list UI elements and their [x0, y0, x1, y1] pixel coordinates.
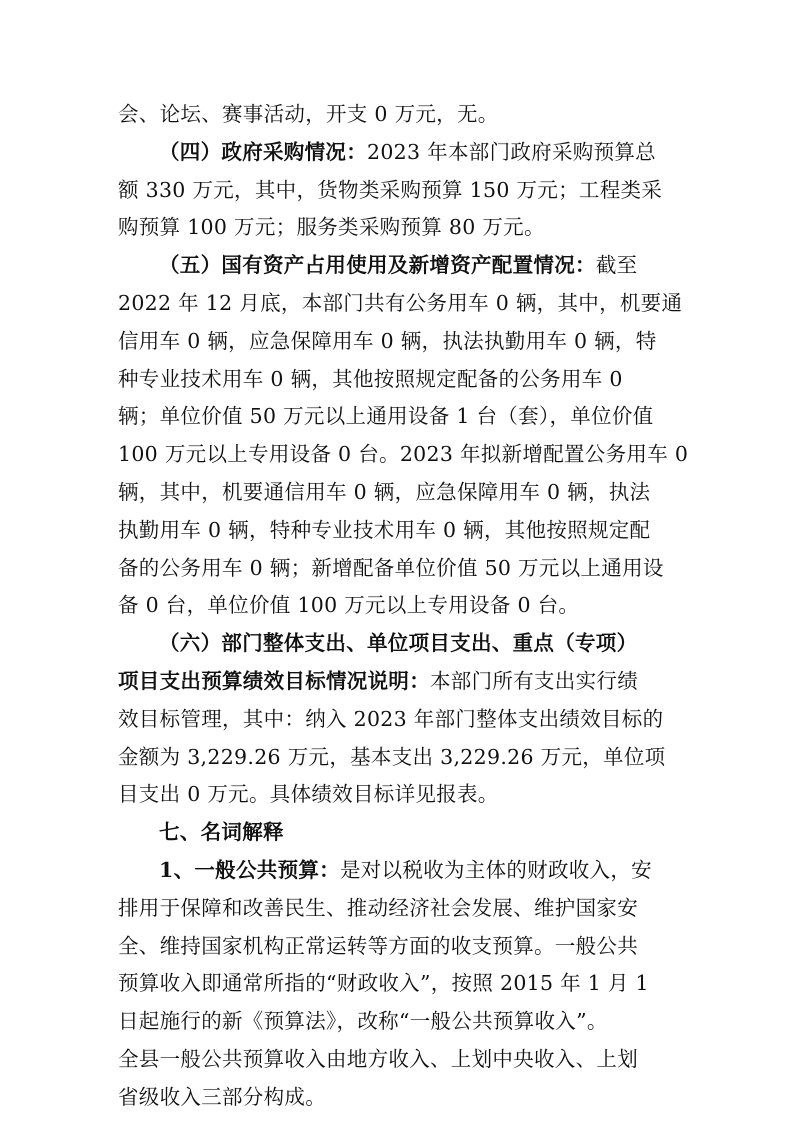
text-line [118, 1041, 678, 1079]
text-line [118, 247, 678, 285]
body-text: 效目标管理，其中：纳入 2023 年部门整体支出绩效目标的 [118, 706, 664, 731]
body-text: 排用于保障和改善民生、推动经济社会发展、维护国家安 [118, 895, 638, 920]
text-line [118, 436, 689, 474]
text-line [118, 587, 678, 625]
paragraph-p5 [118, 852, 678, 1117]
body-text: 种专业技术用车 0 辆，其他按照规定配备的公务用车 0 [118, 366, 623, 391]
body-text: 全县一般公共预算收入由地方收入、上划中央收入、上划 [118, 1046, 638, 1071]
body-text: 辆，其中，机要通信用车 0 辆，应急保障用车 0 辆，执法 [118, 479, 651, 504]
text-line [118, 209, 678, 247]
body-text: 本部门所有支出实行绩 [430, 668, 638, 693]
text-line [118, 361, 678, 399]
heading-text: 七、名词解释 [159, 820, 284, 845]
body-text: 额 330 万元，其中，货物类采购预算 150 万元；工程类采 [118, 177, 663, 202]
body-text: 是对以税收为主体的财政收入，安 [339, 857, 652, 882]
text-line [118, 928, 678, 966]
body-text: 日起施行的新《预算法》，改称“一般公共预算收入”。 [118, 1009, 608, 1034]
body-text: 会、论坛、赛事活动，开支 0 万元，无。 [118, 102, 499, 126]
body-text: 2023 年本部门政府采购预算总 [367, 139, 656, 164]
paragraph-p1 [118, 134, 678, 247]
body-text: 备 0 台，单位价值 100 万元以上专用设备 0 台。 [118, 593, 580, 618]
heading-text: 1、一般公共预算： [159, 857, 340, 882]
text-line [118, 285, 683, 323]
text-line [118, 398, 678, 436]
text-line [118, 1003, 678, 1041]
text-line [118, 512, 678, 550]
body-text: 预算收入即通常所指的“财政收入”，按照 2015 年 1 月 1 [118, 971, 649, 996]
text-line [118, 890, 678, 928]
text-line [118, 172, 678, 210]
text-line [118, 134, 678, 172]
text-line [118, 550, 678, 588]
paragraph-p0 [118, 96, 678, 134]
text-line [118, 701, 678, 739]
text-line [118, 474, 678, 512]
body-text: 省级收入三部分构成。 [118, 1084, 326, 1109]
paragraph-p3 [118, 625, 678, 814]
body-text: 金额为 3,229.26 万元，基本支出 3,229.26 万元，单位项 [118, 744, 666, 769]
body-text: 2022 年 12 月底，本部门共有公务用车 0 辆，其中，机要通 [118, 290, 683, 315]
heading-text: （六）部门整体支出、单位项目支出、重点（专项） [159, 631, 638, 656]
text-line [118, 776, 678, 814]
heading-text: （五）国有资产占用使用及新增资产配置情况： [159, 253, 596, 278]
text-line [118, 96, 678, 134]
paragraph-p2 [118, 247, 689, 625]
body-text: 备的公务用车 0 辆；新增配备单位价值 50 万元以上通用设 [118, 555, 664, 580]
body-text: 购预算 100 万元；服务类采购预算 80 万元。 [118, 215, 545, 240]
body-text: 信用车 0 辆，应急保障用车 0 辆，执法执勤用车 0 辆，特 [118, 328, 657, 353]
text-line [118, 323, 678, 361]
heading-text: 项目支出预算绩效目标情况说明： [118, 668, 430, 693]
text-line [118, 625, 678, 663]
body-text: 辆；单位价值 50 万元以上通用设备 1 台（套），单位价值 [118, 404, 654, 429]
body-text: 截至 [595, 253, 638, 278]
text-line [118, 965, 678, 1003]
body-text: 100 万元以上专用设备 0 台。2023 年拟新增配置公务用车 0 [118, 442, 689, 467]
text-line [118, 663, 678, 701]
text-line [118, 739, 678, 777]
text-line [118, 852, 678, 890]
paragraph-p4 [118, 814, 678, 852]
document-body [118, 96, 689, 1117]
text-line [118, 814, 678, 852]
body-text: 执勤用车 0 辆，特种专业技术用车 0 辆，其他按照规定配 [118, 517, 651, 542]
body-text: 目支出 0 万元。具体绩效目标详见报表。 [118, 782, 499, 807]
text-line [118, 1079, 678, 1117]
heading-text: （四）政府采购情况： [159, 139, 367, 164]
body-text: 全、维持国家机构正常运转等方面的收支预算。一般公共 [118, 933, 638, 958]
